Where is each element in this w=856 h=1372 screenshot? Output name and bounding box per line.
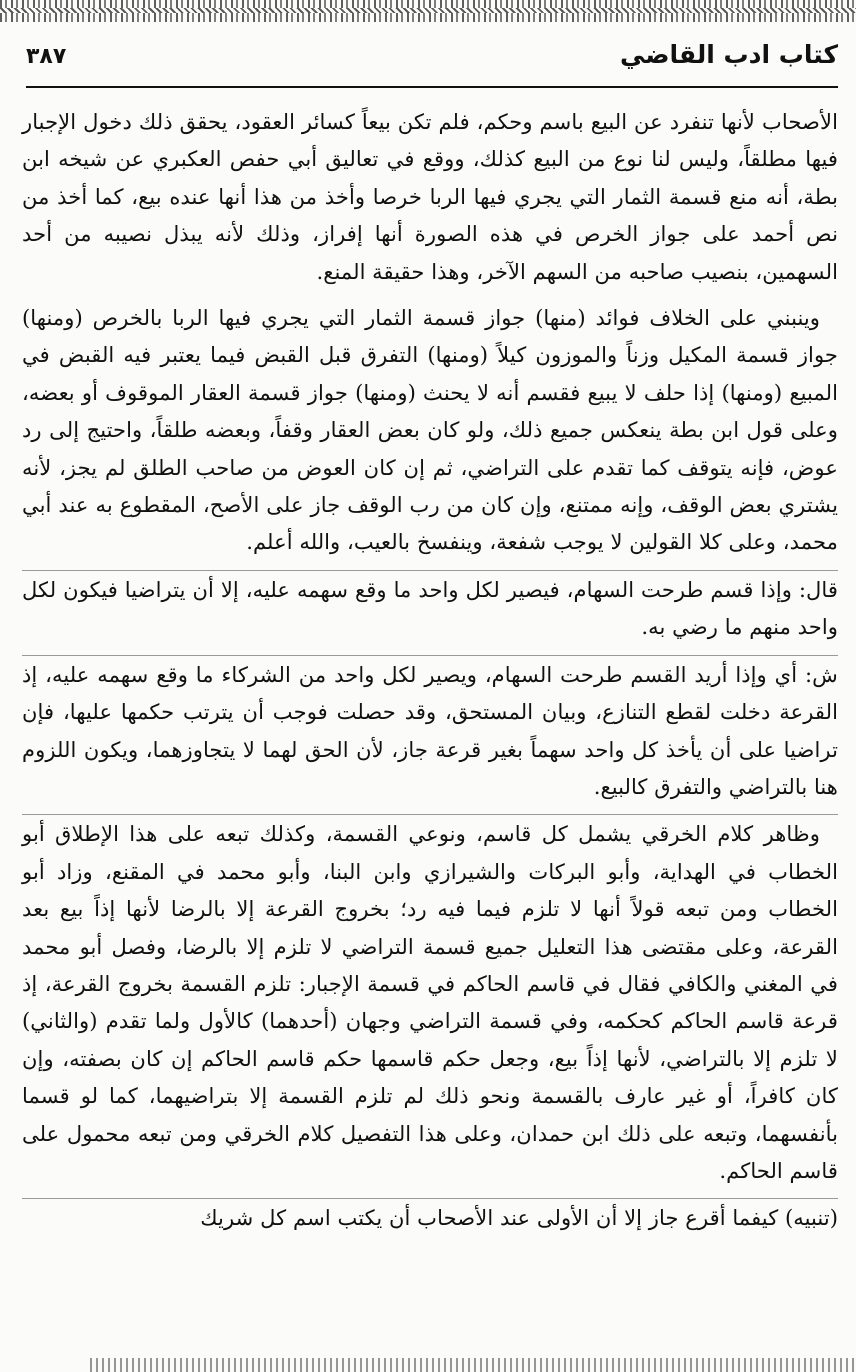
decorative-top-border <box>0 0 856 22</box>
paragraph-2: وينبني على الخلاف فوائد (منها) جواز قسمة الثمار التي يجري فيها الربا بالخرص (ومنها) جواز قسمة المكيل وزناً والموزون كيلاً (ومنها) التفرق قبل القبض فيما يعتبر فيه القبض في المبيع (ومنها) إذا حلف لا يبيع فقسم أنه لا يحنث (ومنها) جواز قسمة العقار الموقوف أو بعضه، وعلى قول ابن بطة ينعكس جميع ذلك، ولو كان بعض العقار وقفاً، وبعضه طلقاً، واحتيج إلى رد عوض، فإنه يتوقف كما تقدم على التراضي، ثم إن كان العوض من صاحب الطلق لم يجز، لأنه يشتري بعض الوقف، وإنه ممتنع، وإن كان من رب الوقف جاز على الأصح، المقطوع به عند أبي محمد، وعلى كلا القولين لا يوجب شفعة، وينفسخ بالعيب، والله أعلم. <box>22 305 838 555</box>
page-header <box>26 40 838 88</box>
running-title: كتاب ادب القاضي <box>620 40 838 69</box>
paragraph-6: (تنبيه) كيفما أقرع جاز إلا أن الأولى عند الأصحاب أن يكتب اسم كل شريك <box>22 1198 838 1236</box>
paragraph-1: الأصحاب لأنها تنفرد عن البيع باسم وحكم، فلم تكن بيعاً كسائر العقود، يحقق ذلك دخول الإجبار فيها مطلقاً، وليس لنا نوع من البيع كذلك، ووقع في تعاليق أبي حفص العكبري عن شيخه ابن بطة، أنه منع قسمة الثمار التي يجري فيها الربا خرصا وأخذ من هذا أنها عنده بيع، كما أخذ من نص أحمد على جواز الخرص في هذه الصورة أنها إفراز، وذلك لأنه يبذل نصيبه من أحد السهمين، بنصيب صاحبه من السهم الآخر، وهذا حقيقة المنع. <box>22 109 838 284</box>
page-body <box>22 103 838 1237</box>
paragraph-5: وظاهر كلام الخرقي يشمل كل قاسم، ونوعي القسمة، وكذلك تبعه على هذا الإطلاق أبو الخطاب في الهداية، وأبو البركات والشيرازي وابن البنا، وأبو محمد في المقنع، وزاد أبو الخطاب ومن تبعه قولاً أنها لا تلزم فيما فيه رد؛ بخروج القرعة إلا بالرضا لأنها إذاً بيع بعد القرعة، وعلى مقتضى هذا التعليل جميع قسمة التراضي لا تلزم إلا بالرضا، وفصل أبو محمد في المغني والكافي فقال في قاسم الحاكم في قسمة الإجبار: تلزم القسمة بخروج القرعة، إذ قرعة قاسم الحاكم كحكمه، وفي قسمة التراضي وجهان (أحدهما) كالأول ولما تقدم (والثاني) لا تلزم إلا بالتراضي، لأنها إذاً بيع، وجعل حكم قاسمها حكم قاسم الحاكم إن كان بصفته، وإن كان كافراً، أو غير عارف بالقسمة ونحو ذلك لم تلزم القسمة إلا بتراضيهما، كما لو قسما بأنفسهما، وتبعه على ذلك ابن حمدان، وعلى هذا التفصيل كلام الخرقي ومن تبعه محمول على قاسم الحاكم. <box>22 814 838 1189</box>
paragraph-3: قال: وإذا قسم طرحت السهام، فيصير لكل واحد ما وقع سهمه عليه، إلا أن يتراضيا فيكون لكل واحد منهم ما رضي به. <box>22 570 838 646</box>
decorative-bottom-border <box>90 1358 856 1372</box>
paragraph-4: ش: أي وإذا أريد القسم طرحت السهام، ويصير لكل واحد من الشركاء ما وقع سهمه عليه، إذ القرعة دخلت لقطع التنازع، وبيان المستحق، وقد حصلت فوجب أن يترتب حكمها عليها، فإن تراضيا على أن يأخذ كل واحد سهماً بغير قرعة جاز، لأن الحق لهما لا يتجاوزهما، ويكون اللزوم هنا بالتراضي والتفرق كالبيع. <box>22 655 838 806</box>
page-number: ٣٨٧ <box>26 44 67 69</box>
